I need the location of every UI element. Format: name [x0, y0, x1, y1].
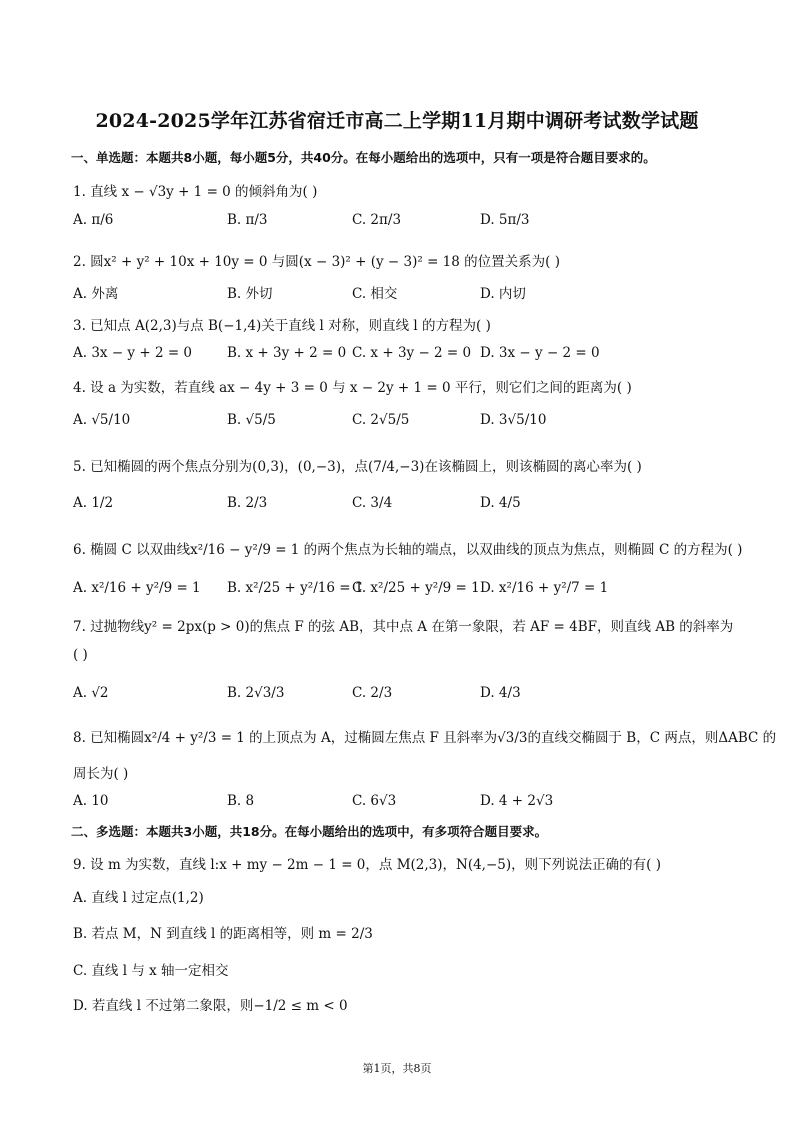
- question-6-option-a: A. x²/16 + y²/9 = 1: [73, 580, 201, 596]
- question-2-option-c: C. 相交: [352, 286, 398, 302]
- page-footer: 第1页，共8页: [362, 1062, 432, 1075]
- question-2-stem: 2. 圆x² + y² + 10x + 10y = 0 与圆(x − 3)² + (y − 3)² = 18 的位置关系为( ): [73, 254, 560, 270]
- question-1-stem: 1. 直线 x − √3y + 1 = 0 的倾斜角为( ): [73, 184, 318, 200]
- page-title: 2024-2025学年江苏省宿迁市高二上学期11月期中调研考试数学试题: [95, 110, 699, 132]
- question-4-option-c: C. 2√5/5: [352, 412, 410, 428]
- question-1-option-a: A. π/6: [73, 212, 114, 228]
- question-8-option-c: C. 6√3: [352, 793, 397, 809]
- question-8-option-a: A. 10: [73, 793, 109, 809]
- question-7-option-d: D. 4/3: [480, 685, 521, 701]
- section-multiple-choice: 二、多选题：本题共3小题，共18分。在每小题给出的选项中，有多项符合题目要求。: [71, 824, 548, 839]
- question-9-stem: 9. 设 m 为实数，直线 l:x + my − 2m − 1 = 0，点 M(2,3)，N(4,−5)，则下列说法正确的有( ): [73, 857, 661, 873]
- question-8-stem-continued: 周长为( ): [73, 766, 129, 782]
- question-3-option-d: D. 3x − y − 2 = 0: [480, 345, 600, 361]
- question-2-option-a: A. 外离: [73, 286, 119, 302]
- question-3-option-b: B. x + 3y + 2 = 0: [227, 345, 347, 361]
- question-8-option-b: B. 8: [227, 793, 255, 809]
- question-6-option-b: B. x²/25 + y²/16 = 1: [227, 580, 364, 596]
- question-5-option-c: C. 3/4: [352, 495, 393, 511]
- question-6-stem: 6. 椭圆 C 以双曲线x²/16 − y²/9 = 1 的两个焦点为长轴的端点，以双曲线的顶点为焦点，则椭圆 C 的方程为( ): [73, 542, 743, 558]
- question-4-option-a: A. √5/10: [73, 412, 131, 428]
- question-2-option-b: B. 外切: [227, 286, 273, 302]
- question-5-option-d: D. 4/5: [480, 495, 521, 511]
- question-7-option-b: B. 2√3/3: [227, 685, 285, 701]
- question-9-option-c: C. 直线 l 与 x 轴一定相交: [73, 963, 229, 979]
- question-3-option-c: C. x + 3y − 2 = 0: [352, 345, 472, 361]
- question-7-option-a: A. √2: [73, 685, 109, 701]
- question-9-option-b: B. 若点 M，N 到直线 l 的距离相等，则 m = 2/3: [73, 926, 373, 942]
- section-single-choice: 一、单选题：本题共8小题，每小题5分，共40分。在每小题给出的选项中，只有一项是符合题目要求的。: [71, 150, 656, 165]
- question-7-option-c: C. 2/3: [352, 685, 393, 701]
- question-9-option-a: A. 直线 l 过定点(1,2): [73, 890, 204, 906]
- question-1-option-d: D. 5π/3: [480, 212, 530, 228]
- question-1-option-c: C. 2π/3: [352, 212, 402, 228]
- question-7-stem-continued: ( ): [73, 647, 88, 663]
- question-1-option-b: B. π/3: [227, 212, 268, 228]
- question-3-option-a: A. 3x − y + 2 = 0: [73, 345, 193, 361]
- question-6-option-d: D. x²/16 + y²/7 = 1: [480, 580, 609, 596]
- question-5-option-a: A. 1/2: [73, 495, 114, 511]
- question-9-option-d: D. 若直线 l 不过第二象限，则−1/2 ≤ m < 0: [73, 998, 348, 1014]
- question-8-option-d: D. 4 + 2√3: [480, 793, 554, 809]
- question-8-stem: 8. 已知椭圆x²/4 + y²/3 = 1 的上顶点为 A，过椭圆左焦点 F 且斜率为√3/3的直线交椭圆于 B，C 两点，则ΔABC 的: [73, 730, 777, 746]
- question-2-option-d: D. 内切: [480, 286, 526, 302]
- question-5-option-b: B. 2/3: [227, 495, 268, 511]
- question-3-stem: 3. 已知点 A(2,3)与点 B(−1,4)关于直线 l 对称，则直线 l 的方程为( ): [73, 318, 491, 334]
- question-4-option-b: B. √5/5: [227, 412, 276, 428]
- question-4-stem: 4. 设 a 为实数，若直线 ax − 4y + 3 = 0 与 x − 2y + 1 = 0 平行，则它们之间的距离为( ): [73, 380, 632, 396]
- question-5-stem: 5. 已知椭圆的两个焦点分别为(0,3)，(0,−3)，点(7/4,−3)在该椭圆上，则该椭圆的离心率为( ): [73, 459, 642, 475]
- question-7-stem: 7. 过抛物线y² = 2px(p > 0)的焦点 F 的弦 AB，其中点 A 在第一象限，若 AF = 4BF，则直线 AB 的斜率为: [73, 619, 734, 635]
- question-4-option-d: D. 3√5/10: [480, 412, 547, 428]
- question-6-option-c: C. x²/25 + y²/9 = 1: [352, 580, 480, 596]
